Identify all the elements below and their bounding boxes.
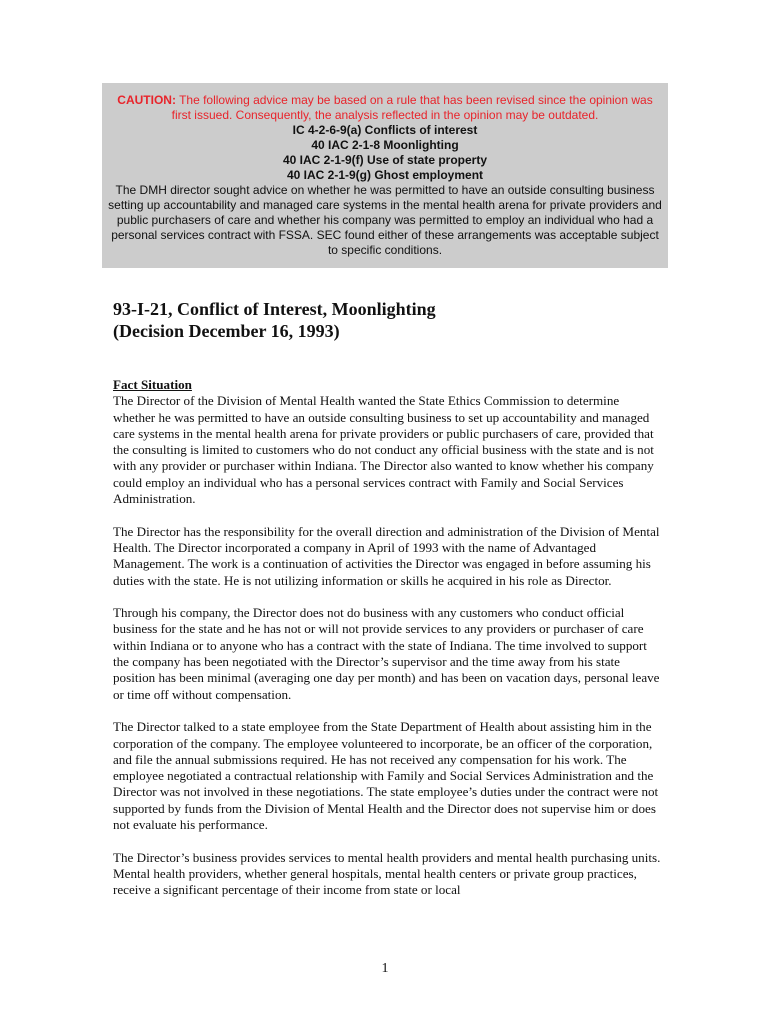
- title-line-2: (Decision December 16, 1993): [113, 321, 340, 341]
- paragraph-2: The Director has the responsibility for the overall direction and administration of the Division of Mental Health. The Director incorporated a company in April of 1993 with the name of Advantaged Management. The work is a continuation of activities the Director was engaged in before assuming his duties with the state. He is not utilizing information or skills he acquired in his role as Director.: [113, 523, 660, 588]
- caution-box: [102, 83, 668, 268]
- caution-notice: [117, 93, 652, 122]
- citation-4: 40 IAC 2-1-9(g) Ghost employment: [286, 168, 484, 182]
- caution-text: The following advice may be based on a rule that has been revised since the opinion was first issued. Consequently, the analysis reflected in the opinion may be outdated.: [171, 93, 653, 122]
- citation-1: IC 4-2-6-9(a) Conflicts of interest: [292, 123, 478, 137]
- citation-3: 40 IAC 2-1-9(f) Use of state property: [282, 153, 488, 167]
- section-heading-fact-situation: Fact Situation: [113, 377, 192, 392]
- paragraph-1: The Director of the Division of Mental Health wanted the State Ethics Commission to determine whether he was permitted to have an outside consulting business to set up accountability and managed care systems in the mental health arena for private providers or public purchasers of care, provided that the consulting is limited to customers who do not conduct any official business with the state and is not with any provider or purchaser within Indiana. The Director also wanted to know whether his company could employ an individual who has a personal services contract with Family and Social Services Administration.: [113, 393, 654, 507]
- paragraph-4: The Director talked to a state employee from the State Department of Health about assisting him in the corporation of the company. The employee volunteered to incorporate, be an officer of the corporation, and file the annual submissions required. He has not received any compensation for his work. The employee negotiated a contractual relationship with Family and Social Services Administration and the Director was not involved in these negotiations. The state employee’s duties under the contract were not supported by funds from the Division of Mental Health and the Director does not supervise him or does not evaluate his performance.: [113, 719, 659, 833]
- citation-2: 40 IAC 2-1-8 Moonlighting: [311, 138, 459, 152]
- title-line-1: 93-I-21, Conflict of Interest, Moonlighting: [113, 299, 436, 319]
- paragraph-5: The Director’s business provides services to mental health providers and mental health purchasing units. Mental health providers, whether general hospitals, mental health centers or private group practices, receive a significant percentage of their income from state or local: [113, 849, 661, 898]
- caution-summary: The DMH director sought advice on whether he was permitted to have an outside consulting business setting up accountability and managed care systems in the mental health arena for private providers and public purchasers of care and whether his company was permitted to employ an individual who had a personal services contract with FSSA. SEC found either of these arrangements was acceptable subject to specific conditions.: [108, 183, 662, 257]
- caution-label: CAUTION:: [117, 93, 176, 107]
- paragraph-3: Through his company, the Director does not do business with any customers who conduct official business for the state and he has not or will not provide services to any providers or purchaser of care within Indiana or to anyone who has a contract with the state of Indiana. The time involved to support the company has been negotiated with the Director’s supervisor and the time away from his state position has been minimal (averaging one day per month) and has been on vacation days, personal leave or time off without compensation.: [113, 605, 660, 702]
- page-number: 1: [381, 961, 389, 976]
- document-title: [113, 298, 673, 342]
- document-body: [113, 377, 661, 915]
